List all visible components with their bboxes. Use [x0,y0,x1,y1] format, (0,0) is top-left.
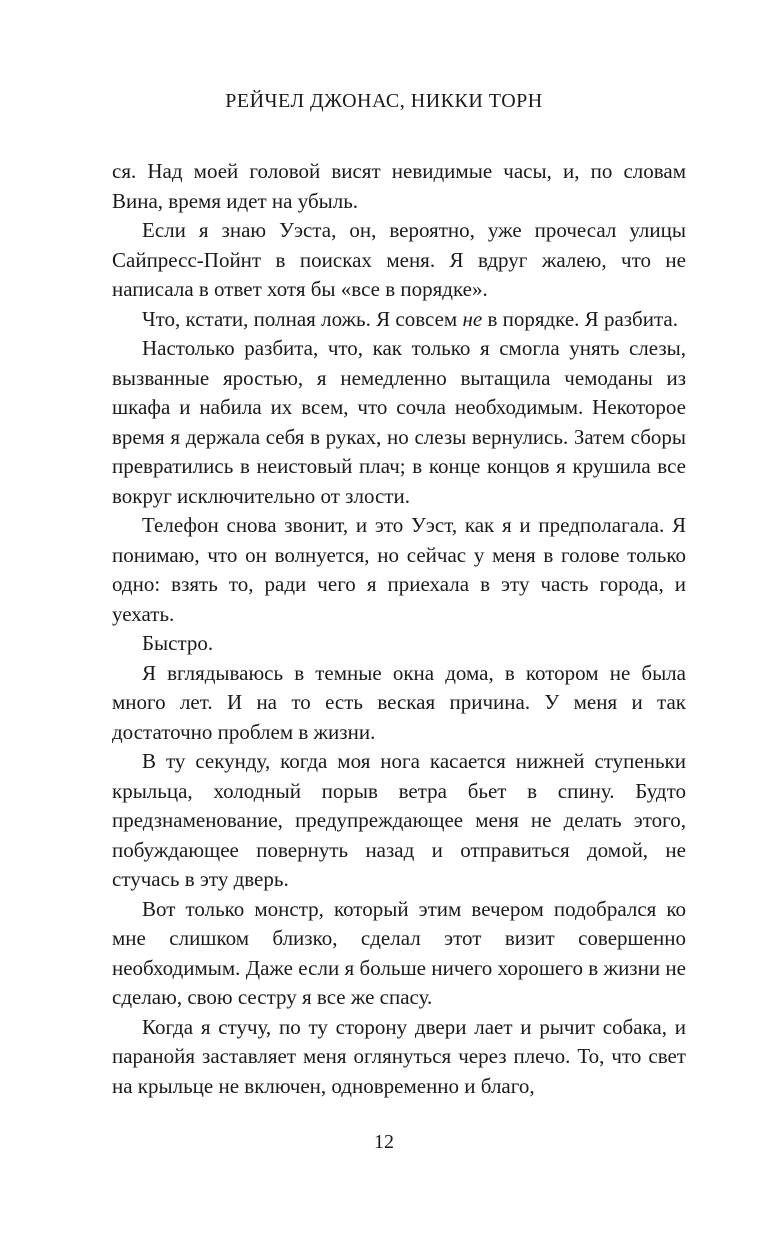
paragraph-with-emphasis [112,305,686,335]
paragraph-text-after: в порядке. Я разбита. [482,306,678,331]
paragraph: Вот только монстр, который этим вечером подобрался ко мне слишком близко, сделал этот визит совершенно необходимым. Даже если я больше ничего хорошего в жизни не сделаю, свою сестру я все же спасу. [112,896,686,1009]
paragraph-continued: ся. Над моей головой висят невидимые часы, и, по словам Вина, время идет на убыль. [112,159,686,213]
paragraph: Быстро. [142,631,214,655]
paragraph: Если я знаю Уэста, он, вероятно, уже прочесал улицы Сайпресс-Пойнт в поисках меня. Я вдруг жалею, что не написала в ответ хотя бы «все в порядке». [112,218,686,301]
running-head: РЕЙЧЕЛ ДЖОНАС, НИККИ ТОРН [225,90,543,112]
emphasis-word: не [462,306,483,331]
paragraph: Телефон снова звонит, и это Уэст, как я и предполагала. Я понимаю, что он волнуется, но сейчас у меня в голове только одно: взять то, ради чего я приехала в эту часть города, и уехать. [112,513,686,626]
paragraph: Я вглядываюсь в темные окна дома, в котором не была много лет. И на то есть веская причина. У меня и так достаточно проблем в жизни. [112,660,686,744]
page-number: 12 [374,1131,394,1153]
paragraph: Настолько разбита, что, как только я смогла унять слезы, вызванные яростью, я немедленно вытащила чемоданы из шкафа и набила их всем, что сочла необходимым. Некоторое время я держала себя в руках, но слезы вернулись. Затем сборы превратились в неистовый плач; в конце концов я крушила все вокруг исключительно от злости. [112,336,686,508]
paragraph: В ту секунду, когда моя нога касается нижней ступеньки крыльца, холодный порыв ветра бьет в спину. Будто предзнаменование, предупреждающее меня не делать этого, побуждающее повернуть назад и отправиться домой, не стучась в эту дверь. [112,749,686,891]
body-text [112,157,686,1101]
paragraph: Когда я стучу, по ту сторону двери лает и рычит собака, и паранойя заставляет меня оглянуться через плечо. То, что свет на крыльце не включен, одновременно и благо, [112,1014,686,1098]
paragraph-text-before: Что, кстати, полная ложь. Я совсем [142,306,463,331]
